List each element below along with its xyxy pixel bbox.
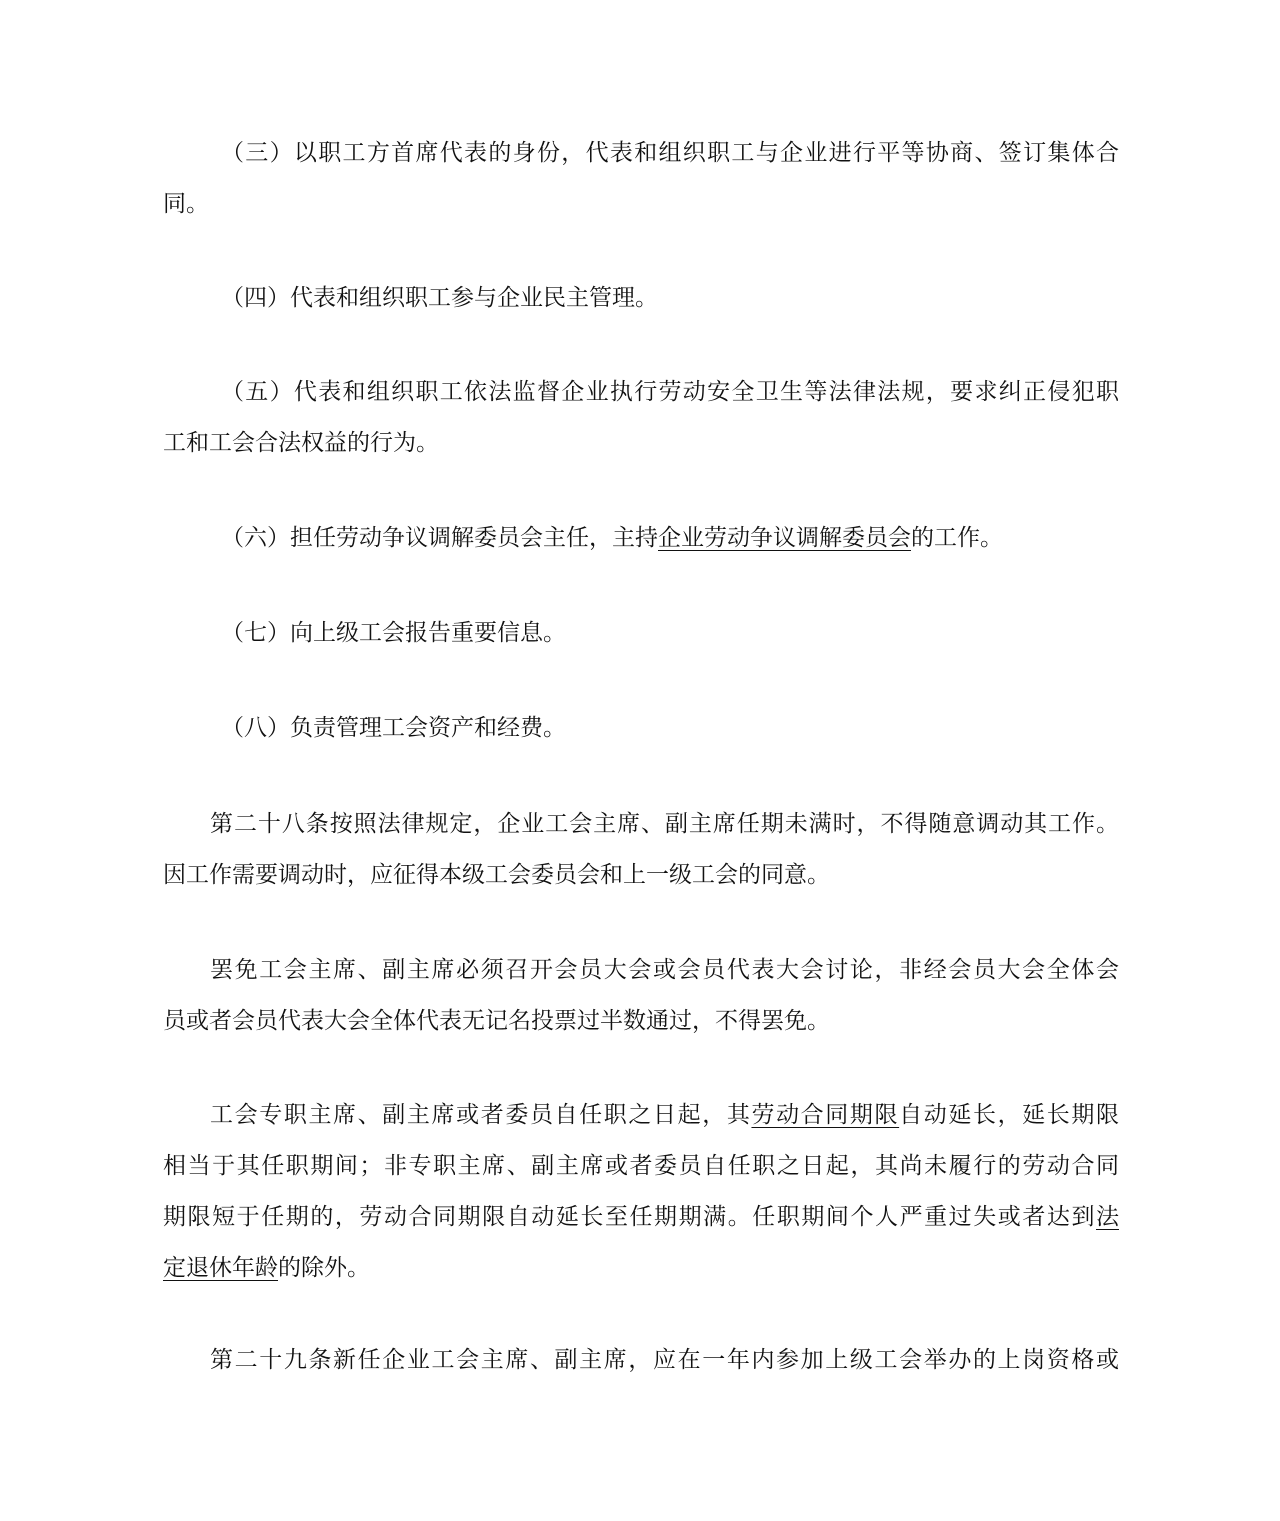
paragraph-item-4 [163, 273, 1119, 324]
paragraph-item-5 [163, 367, 1119, 469]
paragraph-text: 自动延长，延长期限 [899, 1102, 1120, 1128]
paragraph-line [163, 513, 1119, 564]
paragraph-line: （三）以职工方首席代表的身份，代表和组织职工与企业进行平等协商、签订集体合 [221, 140, 1119, 166]
paragraph-line: 员或者会员代表大会全体代表无记名投票过半数通过，不得罢免。 [163, 1008, 830, 1034]
paragraph-text: 工会专职主席、副主席或者委员自任职之日起，其 [210, 1102, 752, 1128]
paragraph-line [163, 1090, 1119, 1141]
paragraph-text: 的工作。 [911, 525, 1003, 551]
paragraph-line: （五）代表和组织职工依法监督企业执行劳动安全卫生等法律法规，要求纠正侵犯职 [221, 379, 1119, 405]
paragraph-line: 相当于其任职期间；非专职主席、副主席或者委员自任职之日起，其尚未履行的劳动合同 [163, 1153, 1119, 1179]
paragraph-text: （六）担任劳动争议调解委员会主任，主持 [221, 525, 658, 551]
paragraph-line: 第二十八条按照法律规定，企业工会主席、副主席任期未满时，不得随意调动其工作。 [210, 811, 1119, 837]
paragraph-contract-extension [163, 1090, 1119, 1294]
paragraph-line [163, 1243, 1119, 1294]
paragraph-item-7 [163, 608, 1119, 659]
paragraph-line: （四）代表和组织职工参与企业民主管理。 [221, 285, 658, 311]
hyperlink-retirement-age[interactable]: 定退休年龄 [163, 1255, 278, 1281]
paragraph-line: （七）向上级工会报告重要信息。 [221, 620, 566, 646]
paragraph-line: 罢免工会主席、副主席必须召开会员大会或会员代表大会讨论，非经会员大会全体会 [210, 957, 1119, 983]
paragraph-text: 的除外。 [278, 1255, 370, 1281]
paragraph-line: 第二十九条新任企业工会主席、副主席，应在一年内参加上级工会举办的上岗资格或 [210, 1347, 1119, 1373]
hyperlink-labor-contract-term[interactable]: 劳动合同期限 [751, 1102, 900, 1128]
paragraph-text: 期限短于任期的，劳动合同期限自动延长至任期期满。任职期间个人严重过失或者达到 [163, 1204, 1096, 1230]
paragraph-line: 同。 [163, 191, 209, 217]
paragraph-line: 因工作需要调动时，应征得本级工会委员会和上一级工会的同意。 [163, 862, 830, 888]
paragraph-line: （八）负责管理工会资产和经费。 [221, 715, 566, 741]
paragraph-item-8 [163, 703, 1119, 754]
paragraph-line [163, 1192, 1119, 1243]
article-28 [163, 799, 1119, 901]
hyperlink-retirement-age[interactable]: 法 [1096, 1204, 1119, 1230]
paragraph-dismissal [163, 945, 1119, 1047]
article-29 [163, 1335, 1119, 1386]
paragraph-item-3 [163, 128, 1119, 230]
paragraph-item-6 [163, 513, 1119, 564]
hyperlink-labor-dispute-committee[interactable]: 企业劳动争议调解委员会 [658, 525, 911, 551]
paragraph-line: 工和工会合法权益的行为。 [163, 430, 439, 456]
